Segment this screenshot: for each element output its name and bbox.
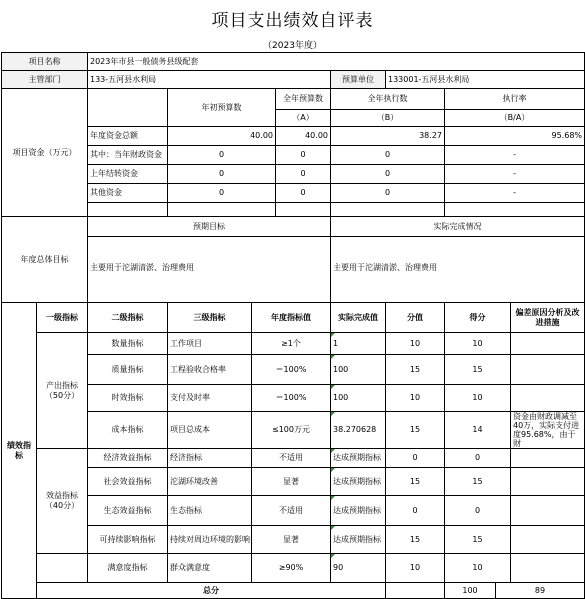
- perf-l2: 生态效益指标: [88, 496, 168, 526]
- perf-l3: 生态指标: [168, 496, 252, 526]
- perf-row: [2, 496, 585, 526]
- page-title: 项目支出绩效自评表: [211, 11, 374, 31]
- total-score: 100: [445, 583, 496, 599]
- perf-row: [2, 526, 585, 554]
- perf-target: ≤100万元: [252, 412, 331, 449]
- funds-row-budget: 0: [276, 146, 331, 165]
- funds-row-initial: 0: [168, 165, 276, 184]
- perf-got: 10: [445, 333, 511, 355]
- funds-row-name: 年度资金总额: [88, 127, 168, 146]
- perf-actual: 达成预期指标: [331, 468, 386, 496]
- funds-row: [2, 146, 585, 165]
- funds-row-name: 其他资金: [88, 184, 168, 203]
- perf-l3: 经济指标: [168, 449, 252, 468]
- goal-actual-value: 主要用于沱湖清淤、治理费用: [331, 263, 585, 303]
- perf-row: [2, 554, 585, 583]
- perf-actual: 38.270628: [331, 412, 386, 449]
- goal-actual-header: 实际完成情况: [331, 217, 585, 237]
- perf-score: 10: [386, 333, 445, 355]
- perf-note: [511, 333, 585, 355]
- perf-actual: 100: [331, 355, 386, 385]
- funds-sub-a: （A）: [276, 110, 331, 127]
- perf-score: 15: [386, 468, 445, 496]
- perf-note: [511, 496, 585, 526]
- perf-l3: 项目总成本: [168, 412, 252, 449]
- perf-actual: 1: [331, 333, 386, 355]
- perf-note: [511, 355, 585, 385]
- funds-spacer: [276, 203, 331, 217]
- perf-l3: 沱湖环境改善: [168, 468, 252, 496]
- dept-label: 主管部门: [2, 71, 88, 89]
- perf-actual: 100: [331, 385, 386, 412]
- perf-target: 显著: [252, 526, 331, 554]
- total-got: 89: [496, 583, 585, 599]
- perf-header-l2: 二级指标: [88, 303, 168, 333]
- perf-l2: 质量指标: [88, 355, 168, 385]
- perf-header-actual: 实际完成值: [331, 303, 386, 333]
- funds-row-initial: 40.00: [168, 127, 276, 146]
- goal-expected-value: 主要用于沱湖清淤、治理费用: [88, 263, 331, 303]
- perf-note: [511, 449, 585, 468]
- perf-l2: 数量指标: [88, 333, 168, 355]
- perf-note: 资金由财政调减至40万，实际支付进度95.68%，由于财: [511, 412, 585, 449]
- funds-header-exec: 全年执行数: [331, 89, 445, 110]
- perf-row: [2, 355, 585, 385]
- funds-row-initial: 0: [168, 146, 276, 165]
- funds-spacer: [331, 203, 445, 217]
- funds-row-rate: -: [445, 184, 585, 203]
- funds-spacer: [168, 203, 276, 217]
- perf-target: 显著: [252, 468, 331, 496]
- perf-actual: 达成预期指标: [331, 449, 386, 468]
- perf-l2: 经济效益指标: [88, 449, 168, 468]
- perf-row: [2, 468, 585, 496]
- perf-score: 0: [386, 449, 445, 468]
- funds-row-rate: 95.68%: [445, 127, 585, 146]
- perf-group-satisfaction: [37, 554, 88, 583]
- perf-got: 0: [445, 449, 511, 468]
- perf-row: [2, 412, 585, 449]
- project-name-label: 项目名称: [2, 53, 88, 71]
- perf-got: 15: [445, 355, 511, 385]
- funds-row-name: 上年结转资金: [88, 165, 168, 184]
- perf-label: 绩效指标: [2, 303, 37, 599]
- perf-note: [511, 468, 585, 496]
- perf-l2: 满意度指标: [88, 554, 168, 583]
- perf-l3: 支付及时率: [168, 385, 252, 412]
- perf-actual: 90: [331, 554, 386, 583]
- perf-score: 0: [386, 496, 445, 526]
- perf-l3: 群众满意度: [168, 554, 252, 583]
- perf-row: [2, 333, 585, 355]
- perf-got: 10: [445, 385, 511, 412]
- funds-row-rate: -: [445, 165, 585, 184]
- year-label: （2023年度）: [263, 41, 322, 51]
- funds-row: [2, 165, 585, 184]
- perf-header-got: 得分: [445, 303, 511, 333]
- perf-actual: 达成预期指标: [331, 496, 386, 526]
- funds-row-initial: 0: [168, 184, 276, 203]
- funds-spacer: [88, 203, 168, 217]
- perf-header-score: 分值: [386, 303, 445, 333]
- perf-score: 10: [386, 385, 445, 412]
- funds-row-name: 其中：当年财政资金: [88, 146, 168, 165]
- perf-note: [511, 554, 585, 583]
- perf-got: 14: [445, 412, 511, 449]
- evaluation-table: [1, 52, 585, 599]
- perf-actual: 达成预期指标: [331, 526, 386, 554]
- perf-score: 15: [386, 526, 445, 554]
- funds-row: [2, 127, 585, 146]
- perf-l2: 社会效益指标: [88, 468, 168, 496]
- perf-header-target: 年度指标值: [252, 303, 331, 333]
- funds-spacer: [445, 203, 585, 217]
- goal-expected-spacer: [88, 237, 331, 263]
- funds-row-exec: 0: [331, 146, 445, 165]
- funds-row: [2, 184, 585, 203]
- perf-target: ≥90%: [252, 554, 331, 583]
- perf-l2: 可持续影响指标: [88, 526, 168, 554]
- perf-note: [511, 526, 585, 554]
- project-name-value: 2023年市县一般债务县级配套: [88, 53, 585, 71]
- perf-target: 不适用: [252, 496, 331, 526]
- funds-label: 项目资金（万元）: [2, 89, 88, 217]
- perf-target: 不适用: [252, 449, 331, 468]
- funds-sub-ba: （B/A）: [445, 110, 585, 127]
- perf-header-l3: 三级指标: [168, 303, 252, 333]
- total-label: 总分: [37, 583, 386, 599]
- perf-l3: 工程验收合格率: [168, 355, 252, 385]
- perf-got: 15: [445, 526, 511, 554]
- funds-header-initial: 年初预算数: [168, 89, 276, 127]
- funds-header-rate: 执行率: [445, 89, 585, 110]
- funds-row-budget: 40.00: [276, 127, 331, 146]
- unit-value: 133001-五河县水利局: [386, 71, 585, 89]
- perf-got: 10: [445, 554, 511, 583]
- funds-row-exec: 38.27: [331, 127, 445, 146]
- perf-target: ＝100%: [252, 385, 331, 412]
- perf-row: [2, 385, 585, 412]
- perf-l3: 工作项目: [168, 333, 252, 355]
- perf-l2: 成本指标: [88, 412, 168, 449]
- perf-score: 15: [386, 355, 445, 385]
- funds-blank: [88, 89, 168, 127]
- perf-score: 10: [386, 554, 445, 583]
- funds-sub-b: （B）: [331, 110, 445, 127]
- unit-label: 预算单位: [331, 71, 386, 89]
- perf-header-note: 偏差原因分析及改进措施: [511, 303, 585, 333]
- perf-target: ＝100%: [252, 355, 331, 385]
- perf-l2: 时效指标: [88, 385, 168, 412]
- perf-group-benefit: 效益指标（40分）: [37, 449, 88, 554]
- funds-row-budget: 0: [276, 165, 331, 184]
- goal-label: 年度总体目标: [2, 217, 88, 303]
- perf-got: 0: [445, 496, 511, 526]
- perf-group-output: 产出指标（50分）: [37, 333, 88, 449]
- goal-actual-spacer: [331, 237, 585, 263]
- funds-row-rate: -: [445, 146, 585, 165]
- funds-row-exec: 0: [331, 165, 445, 184]
- perf-target: ≥1个: [252, 333, 331, 355]
- funds-row-exec: 0: [331, 184, 445, 203]
- perf-score: 15: [386, 412, 445, 449]
- total-actual-blank: [386, 583, 445, 599]
- perf-header-l1: 一级指标: [37, 303, 88, 333]
- funds-header-budget: 全年预算数: [276, 89, 331, 110]
- funds-row-budget: 0: [276, 184, 331, 203]
- perf-row: [2, 449, 585, 468]
- perf-note: [511, 385, 585, 412]
- perf-got: 15: [445, 468, 511, 496]
- goal-expected-header: 预期目标: [88, 217, 331, 237]
- perf-l3: 持续对周边环境的影响: [168, 526, 252, 554]
- dept-value: 133-五河县水利局: [88, 71, 331, 89]
